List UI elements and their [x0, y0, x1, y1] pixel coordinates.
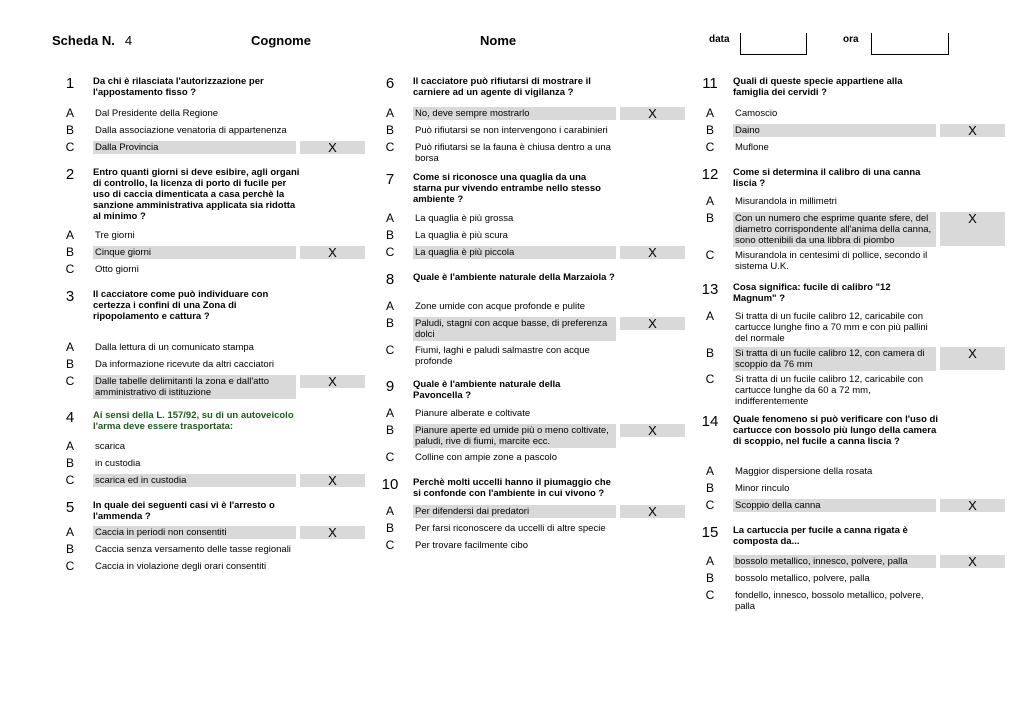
option-10c[interactable] [375, 539, 618, 556]
answer-cell[interactable] [300, 107, 365, 120]
option-text: Può rifiutarsi se non intervengono i carabinieri [415, 125, 608, 136]
option-letter: C [385, 140, 395, 154]
question-14 [695, 410, 938, 465]
option-text: Camoscio [735, 108, 778, 119]
nome-label: Nome [480, 33, 517, 48]
answer-cell[interactable] [300, 526, 365, 539]
option-text: Dal Presidente della Regione [95, 108, 219, 119]
option-2b[interactable] [55, 245, 337, 263]
column-2 [375, 72, 657, 556]
question-2 [55, 163, 303, 229]
option-letter: A [385, 106, 394, 120]
answer-cell[interactable] [940, 499, 1005, 512]
option-3c[interactable] [55, 374, 337, 406]
question-5 [55, 496, 303, 526]
answer-cell[interactable] [940, 555, 1005, 568]
answer-cell[interactable] [300, 375, 365, 388]
option-text: Da informazione ricevute da altri cacciatori [95, 359, 274, 370]
answer-mark: X [968, 554, 977, 569]
question-number: 8 [385, 271, 395, 288]
option-15b[interactable] [695, 572, 938, 589]
answer-cell[interactable] [940, 249, 1005, 262]
option-14b[interactable] [695, 482, 938, 499]
answer-cell[interactable] [620, 317, 685, 330]
answer-mark: X [648, 504, 657, 519]
answer-cell[interactable] [620, 539, 685, 552]
answer-mark: X [968, 498, 977, 513]
answer-cell[interactable] [940, 212, 1005, 246]
question-text: Come si determina il calibro di una canna liscia ? [733, 167, 921, 189]
question-8 [375, 268, 618, 300]
cognome-label: Cognome [251, 33, 311, 48]
option-text: Tre giorni [95, 230, 135, 241]
option-letter: A [705, 194, 714, 208]
ora-box[interactable] [871, 33, 949, 55]
option-letter: B [705, 211, 714, 225]
option-14a[interactable] [695, 465, 938, 482]
answer-cell[interactable] [620, 344, 685, 357]
option-1c[interactable] [55, 140, 337, 163]
option-letter: A [385, 299, 394, 313]
answer-mark: X [968, 123, 977, 138]
option-letter: C [385, 245, 395, 259]
answer-cell[interactable] [300, 263, 365, 276]
option-3a[interactable] [55, 341, 303, 358]
question-number: 12 [701, 166, 719, 183]
answer-cell[interactable] [620, 424, 685, 437]
answer-cell[interactable] [300, 560, 365, 573]
option-text: Dalla Provincia [93, 141, 296, 154]
option-4a[interactable] [55, 440, 303, 457]
question-text: Ai sensi della L. 157/92, su di un autoveicolo l'arma deve essere trasportata: [93, 410, 294, 432]
option-letter: C [65, 374, 75, 388]
question-13 [695, 278, 938, 310]
option-15c[interactable] [695, 589, 938, 616]
question-number: 1 [65, 75, 75, 92]
option-text: La quaglia è più scura [415, 230, 508, 241]
answer-mark: X [328, 140, 337, 155]
option-text: Si tratta di un fucile calibro 12, caricabile con cartucce lunghe fino a 70 mm e con più pallini del normale [735, 311, 928, 344]
question-number: 5 [65, 499, 75, 516]
question-3 [55, 285, 303, 341]
option-text: La quaglia è più piccola [413, 246, 616, 259]
option-8c[interactable] [375, 344, 618, 375]
question-text: Cosa significa: fucile di calibro "12 Magnum" ? [733, 282, 891, 304]
option-text: Muflone [735, 142, 769, 153]
option-1b[interactable] [55, 124, 303, 141]
option-letter: B [65, 456, 74, 470]
answer-cell[interactable] [940, 589, 1005, 602]
option-9a[interactable] [375, 407, 618, 424]
option-text: Zone umide con acque profonde e pulite [415, 301, 586, 312]
option-letter: A [705, 309, 714, 323]
option-letter: A [65, 439, 74, 453]
answer-mark: X [328, 473, 337, 488]
option-15a[interactable] [695, 554, 977, 572]
answer-cell[interactable] [940, 107, 1005, 120]
option-text: Caccia senza versamento delle tasse regionali [95, 544, 291, 555]
option-2a[interactable] [55, 229, 303, 246]
option-5a[interactable] [55, 525, 337, 543]
option-1a[interactable] [55, 107, 303, 124]
answer-cell[interactable] [620, 505, 685, 518]
option-text: Si tratta di un fucile calibro 12, caricabile con cartucce lunghe da 60 a 72 mm, indifferentemente [735, 374, 923, 407]
question-number: 14 [701, 413, 719, 430]
answer-mark: X [328, 374, 337, 389]
option-letter: C [705, 498, 715, 512]
answer-cell[interactable] [940, 141, 1005, 154]
question-text: Il cacciatore come può individuare con certezza i confini di una Zona di ripopolamento e cattura ? [93, 289, 269, 322]
answer-mark: X [648, 106, 657, 121]
answer-mark: X [968, 346, 977, 361]
answer-cell[interactable] [940, 373, 1005, 386]
option-3b[interactable] [55, 358, 303, 375]
option-letter: B [705, 346, 714, 360]
question-number: 10 [381, 476, 399, 493]
option-13a[interactable] [695, 310, 938, 347]
option-letter: A [65, 106, 74, 120]
option-letter: A [705, 106, 714, 120]
option-text: Pianure aperte ed umide più o meno coltivate, paludi, rive di fiumi, marcite ecc. [413, 424, 616, 448]
answer-cell[interactable] [620, 212, 685, 225]
answer-cell[interactable] [620, 229, 685, 242]
answer-cell[interactable] [620, 107, 685, 120]
option-text: Minor rinculo [735, 483, 790, 494]
option-text: fondello, innesco, bossolo metallico, polvere, palla [735, 590, 924, 612]
question-text: Quale fenomeno si può verificare con l'uso di cartucce con bossolo più lungo della camera di scoppio, nel fucile a canna liscia ? [733, 414, 938, 447]
question-6 [375, 72, 618, 107]
option-letter: B [385, 123, 394, 137]
option-12c[interactable] [695, 249, 938, 278]
answer-cell[interactable] [300, 229, 365, 242]
answer-cell[interactable] [620, 300, 685, 313]
option-text: Per trovare facilmente cibo [415, 540, 528, 551]
answer-cell[interactable] [940, 482, 1005, 495]
option-text: Dalla lettura di un comunicato stampa [95, 342, 254, 353]
option-text: Misurandola in centesimi di pollice, secondo il sistema U.K. [735, 250, 928, 272]
option-text: Dalla associazione venatoria di appartenenza [95, 125, 287, 136]
option-text: Misurandola in millimetri [735, 196, 837, 207]
option-10a[interactable] [375, 504, 657, 522]
question-text: Quale è l'ambiente naturale della Pavoncella ? [413, 379, 561, 401]
answer-cell[interactable] [940, 195, 1005, 208]
option-letter: A [385, 406, 394, 420]
question-text: Da chi è rilasciata l'autorizzazione per l'appostamento fisso ? [93, 76, 264, 98]
answer-cell[interactable] [300, 474, 365, 487]
answer-cell[interactable] [620, 124, 685, 137]
answer-cell[interactable] [620, 522, 685, 535]
data-box[interactable] [740, 33, 807, 55]
answer-cell[interactable] [300, 246, 365, 259]
option-12a[interactable] [695, 195, 938, 212]
option-12b[interactable] [695, 211, 977, 249]
answer-cell[interactable] [940, 465, 1005, 478]
option-11b[interactable] [695, 123, 977, 141]
option-text: Daino [733, 124, 936, 137]
option-text: Si tratta di un fucile calibro 12, con camera di scoppio da 76 mm [733, 347, 936, 371]
option-11a[interactable] [695, 107, 938, 124]
option-6a[interactable] [375, 106, 657, 124]
option-text: Caccia in periodi non consentiti [93, 526, 296, 539]
option-letter: B [385, 521, 394, 535]
option-14c[interactable] [695, 498, 977, 521]
answer-cell[interactable] [940, 310, 1005, 323]
question-7 [375, 168, 618, 212]
option-letter: C [705, 372, 715, 386]
scheda-label-text: Scheda N. [52, 33, 115, 48]
option-4c[interactable] [55, 473, 337, 496]
option-letter: C [705, 248, 715, 262]
question-15 [695, 521, 938, 555]
question-number: 15 [701, 524, 719, 541]
option-letter: B [705, 571, 714, 585]
option-8a[interactable] [375, 300, 618, 317]
option-13b[interactable] [695, 346, 977, 373]
question-number: 2 [65, 166, 75, 183]
option-text: Colline con ampie zone a pascolo [415, 452, 558, 463]
option-6c[interactable] [375, 141, 618, 168]
option-letter: C [65, 473, 75, 487]
column-3 [695, 72, 977, 616]
answer-cell[interactable] [620, 451, 685, 464]
option-6b[interactable] [375, 124, 618, 141]
option-letter: C [705, 588, 715, 602]
option-letter: B [385, 423, 394, 437]
question-number: 11 [702, 75, 718, 92]
answer-mark: X [648, 316, 657, 331]
option-text: Cinque giorni [93, 246, 296, 259]
option-letter: A [385, 211, 394, 225]
answer-cell[interactable] [300, 440, 365, 453]
question-number: 3 [65, 288, 75, 305]
option-letter: A [65, 525, 74, 539]
scheda-label [52, 33, 132, 48]
question-text: Come si riconosce una quaglia da una starna pur vivendo entrambe nello stesso ambiente ? [413, 172, 601, 205]
question-text: In quale dei seguenti casi vi è l'arresto o l'ammenda ? [93, 500, 275, 522]
option-text: bossolo metallico, polvere, palla [735, 573, 870, 584]
option-letter: C [65, 559, 75, 573]
option-text: Con un numero che esprime quante sfere, del diametro corrispondente all'anima della canna, sono ottenibili da una libbra di piombo [733, 212, 936, 247]
option-7b[interactable] [375, 229, 618, 246]
question-number: 13 [701, 281, 719, 298]
option-letter: C [385, 450, 395, 464]
answer-mark: X [648, 245, 657, 260]
question-number: 6 [385, 75, 395, 92]
question-text: Perchè molti uccelli hanno il piumaggio che si confonde con l'ambiente in cui vivono ? [413, 477, 611, 499]
answer-mark: X [328, 245, 337, 260]
option-text: Paludi, stagni con acque basse, di preferenza dolci [413, 317, 616, 341]
option-letter: C [385, 538, 395, 552]
ora-label: ora [843, 34, 859, 45]
question-number: 9 [385, 378, 395, 395]
scheda-number: 4 [124, 33, 133, 48]
option-9b[interactable] [375, 423, 657, 451]
option-letter: B [65, 357, 74, 371]
answer-cell[interactable] [300, 457, 365, 470]
option-letter: B [705, 123, 714, 137]
option-letter: A [385, 504, 394, 518]
option-text: Dalle tabelle delimitanti la zona e dall'atto amministrativo di istituzione [93, 375, 296, 399]
option-5b[interactable] [55, 543, 303, 560]
option-text: bossolo metallico, innesco, polvere, palla [733, 555, 936, 568]
answer-mark: X [648, 423, 657, 438]
option-text: Maggior dispersione della rosata [735, 466, 873, 477]
option-letter: B [385, 316, 394, 330]
option-letter: A [705, 554, 714, 568]
option-letter: A [705, 464, 714, 478]
question-number: 7 [385, 171, 395, 188]
option-text: Per difendersi dai predatori [413, 505, 616, 518]
option-9c[interactable] [375, 451, 618, 473]
option-text: Otto giorni [95, 264, 139, 275]
answer-cell[interactable] [620, 246, 685, 259]
answer-cell[interactable] [300, 341, 365, 354]
answer-cell[interactable] [620, 141, 685, 154]
option-text: La quaglia è più grossa [415, 213, 514, 224]
option-text: scarica [95, 441, 126, 452]
answer-cell[interactable] [300, 141, 365, 154]
option-8b[interactable] [375, 316, 657, 344]
option-letter: B [65, 245, 74, 259]
option-letter: B [65, 123, 74, 137]
question-text: Quale è l'ambiente naturale della Marzaiola ? [413, 272, 615, 283]
question-text: La cartuccia per fucile a canna rigata è composta da... [733, 525, 908, 547]
option-letter: C [65, 140, 75, 154]
question-1 [55, 72, 303, 107]
option-letter: B [705, 481, 714, 495]
option-letter: B [385, 228, 394, 242]
option-text: Pianure alberate e coltivate [415, 408, 531, 419]
question-text: Quali di queste specie appartiene alla famiglia dei cervidi ? [733, 76, 903, 98]
option-text: Può rifiutarsi se la fauna è chiusa dentro a una borsa [415, 142, 611, 164]
option-11c[interactable] [695, 141, 938, 163]
option-letter: B [65, 542, 74, 556]
answer-cell[interactable] [300, 543, 365, 556]
option-7a[interactable] [375, 212, 618, 229]
question-11 [695, 72, 938, 107]
data-label: data [709, 34, 730, 45]
answer-cell[interactable] [940, 124, 1005, 137]
question-9 [375, 375, 618, 407]
question-number: 4 [65, 409, 75, 426]
option-7c[interactable] [375, 245, 657, 268]
option-text: scarica ed in custodia [93, 474, 296, 487]
option-letter: C [385, 343, 395, 357]
option-13c[interactable] [695, 373, 938, 410]
question-12 [695, 163, 938, 195]
answer-cell[interactable] [300, 124, 365, 137]
option-letter: C [65, 262, 75, 276]
option-text: Per farsi riconoscere da uccelli di altre specie [415, 523, 606, 534]
option-text: Fiumi, laghi e paludi salmastre con acque profonde [415, 345, 590, 367]
question-text: Entro quanti giorni si deve esibire, agli organi di controllo, la licenza di porto di fucile per uso di caccia dimenticata a casa perchè la sanzione amministrativa applicata sia ridotta al minimo ? [93, 167, 300, 222]
option-10b[interactable] [375, 522, 618, 539]
option-text: Scoppio della canna [733, 499, 936, 512]
option-text: Caccia in violazione degli orari consentiti [95, 561, 267, 572]
answer-cell[interactable] [940, 347, 1005, 370]
answer-cell[interactable] [300, 358, 365, 371]
option-letter: C [705, 140, 715, 154]
option-letter: A [65, 228, 74, 242]
question-10 [375, 473, 618, 505]
answer-cell[interactable] [620, 407, 685, 420]
option-4b[interactable] [55, 457, 303, 474]
answer-cell[interactable] [940, 572, 1005, 585]
column-1 [55, 72, 337, 577]
question-4 [55, 406, 303, 440]
option-text: No, deve sempre mostrarlo [413, 107, 616, 120]
option-2c[interactable] [55, 263, 303, 285]
answer-mark: X [328, 525, 337, 540]
question-text: Il cacciatore può rifiutarsi di mostrare il carniere ad un agente di vigilanza ? [413, 76, 591, 98]
option-5c[interactable] [55, 560, 303, 577]
answer-mark: X [968, 211, 977, 226]
option-text: in custodia [95, 458, 141, 469]
option-letter: A [65, 340, 74, 354]
